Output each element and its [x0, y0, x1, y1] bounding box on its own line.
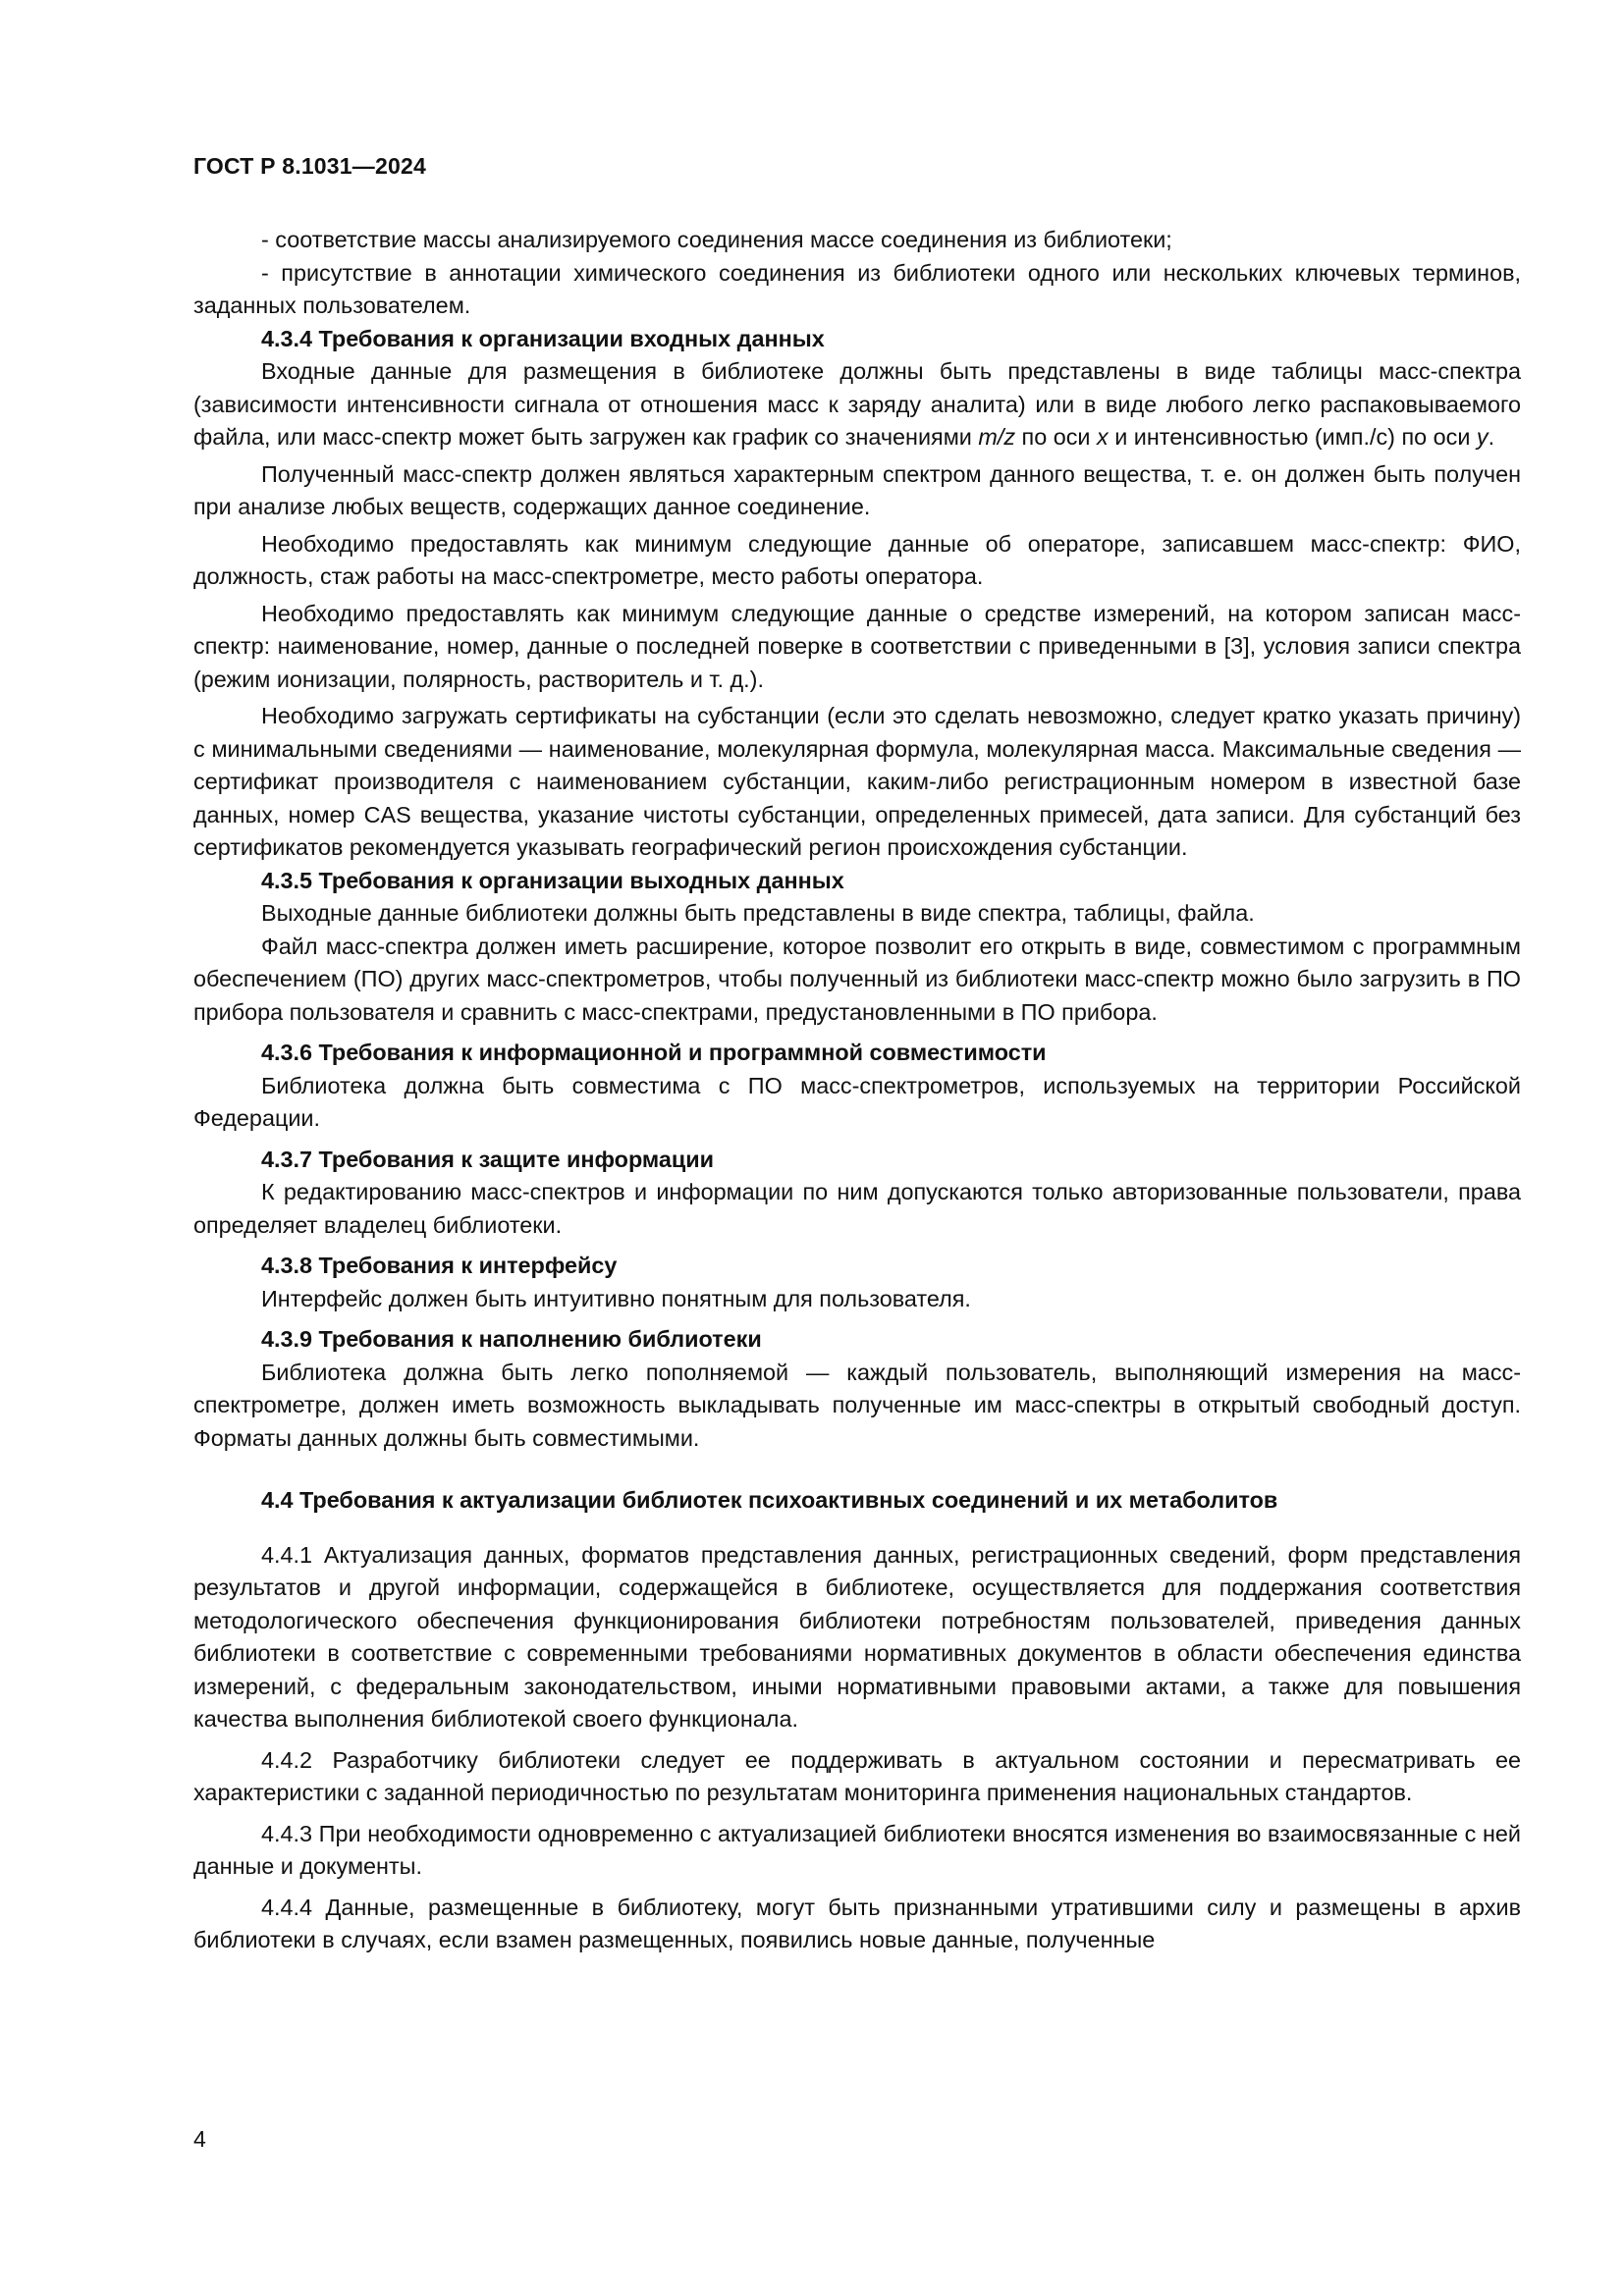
heading-4-3-9: 4.3.9 Требования к наполнению библиотеки: [261, 1326, 762, 1352]
paragraph-certificates: Необходимо загружать сертификаты на субстанции (если это сделать невозможно, следует кратко указать причину) с минимальными сведениями — наименование, молекулярная формула, молекулярная масса. Максимальные сведения — сертификат производителя с наименованием субстанции, каким-либо регистрационным номером в известной базе данных, номер CAS вещества, указание чистоты субстанции, определенных примесей, дата записи. Для субстанций без сертификатов рекомендуется указывать географический регион происхождения субстанции.: [193, 703, 1521, 860]
heading-4-3-4: 4.3.4 Требования к организации входных данных: [261, 325, 825, 351]
page-number: 4: [193, 2126, 206, 2152]
paragraph-instrument-data: Необходимо предоставлять как минимум следующие данные о средстве измерений, на котором записан масс-спектр: наименование, номер, данные о последней поверке в соответствии с приведенными в [3], условия записи спектра (режим ионизации, полярность, растворитель и т. д.).: [193, 600, 1521, 692]
paragraph-compatibility: Библиотека должна быть совместима с ПО масс-спектрометров, используемых на территории Российской Федерации.: [193, 1072, 1521, 1131]
heading-4-3-6: 4.3.6 Требования к информационной и программной совместимости: [261, 1040, 1047, 1065]
list-item-mass-match: - соответствие массы анализируемого соединения массе соединения из библиотеки;: [261, 227, 1172, 252]
paragraph-4-4-1: 4.4.1 Актуализация данных, форматов представления данных, регистрационных сведений, форм представления результатов и другой информации, содержащейся в библиотеке, осуществляется для поддержания соответствия методологического обеспечения функционирования библиотеки потребностям пользователей, приведения данных библиотеки в соответствие с современными требованиями нормативных документов в области обеспечения единства измерений, с федеральным законодательством, иными нормативными правовыми актами, а также для повышения качества выполнения библиотекой своего функционала.: [193, 1541, 1521, 1732]
list-item-keyword-match: - присутствие в аннотации химического соединения из библиотеки одного или нескольких ключевых терминов, заданных пользователем.: [193, 259, 1521, 318]
heading-4-3-7: 4.3.7 Требования к защите информации: [261, 1146, 715, 1172]
paragraph-output-data: Выходные данные библиотеки должны быть представлены в виде спектра, таблицы, файла.: [261, 900, 1255, 926]
paragraph-input-data: Входные данные для размещения в библиотеке должны быть представлены в виде таблицы масс-спектра (зависимости интенсивности сигнала от отношения масс к заряду аналита) или в виде любого легко распаковываемого файла, или масс-спектр может быть загружен как график со значениями m/z по оси x и интенсивностью (имп./с) по оси y.: [193, 358, 1521, 450]
document-id-header: ГОСТ Р 8.1031—2024: [193, 153, 426, 179]
heading-4-3-5: 4.3.5 Требования к организации выходных данных: [261, 867, 844, 893]
paragraph-file-extension: Файл масс-спектра должен иметь расширение, которое позволит его открыть в виде, совместимом с программным обеспечением (ПО) других масс-спектрометров, чтобы полученный из библиотеки масс-спектр можно было загрузить в ПО прибора пользователя и сравнить с масс-спектрами, предустановленными в ПО прибора.: [193, 933, 1521, 1025]
heading-4-3-8: 4.3.8 Требования к интерфейсу: [261, 1253, 618, 1278]
paragraph-protection: К редактированию масс-спектров и информации по ним допускаются только авторизованные пользователи, права определяет владелец библиотеки.: [193, 1179, 1521, 1238]
paragraph-4-4-4: 4.4.4 Данные, размещенные в библиотеку, могут быть признанными утратившими силу и размещены в архив библиотеки в случаях, если взамен размещенных, появились новые данные, полученные: [193, 1894, 1521, 1952]
paragraph-interface: Интерфейс должен быть интуитивно понятным для пользователя.: [261, 1285, 971, 1311]
paragraph-characteristic-spectrum: Полученный масс-спектр должен являться характерным спектром данного вещества, т. е. он должен быть получен при анализе любых веществ, содержащих данное соединение.: [193, 460, 1521, 519]
paragraph-4-4-3: 4.4.3 При необходимости одновременно с актуализацией библиотеки вносятся изменения во взаимосвязанные с ней данные и документы.: [193, 1820, 1521, 1879]
paragraph-operator-data: Необходимо предоставлять как минимум следующие данные об операторе, записавшем масс-спектр: ФИО, должность, стаж работы на масс-спектрометре, место работы оператора.: [193, 530, 1521, 589]
heading-4-4: 4.4 Требования к актуализации библиотек психоактивных соединений и их метаболитов: [261, 1487, 1278, 1513]
paragraph-4-4-2: 4.4.2 Разработчику библиотеки следует ее поддерживать в актуальном состоянии и пересматривать ее характеристики с заданной периодичностью по результатам мониторинга применения национальных стандартов.: [193, 1746, 1521, 1805]
paragraph-library-filling: Библиотека должна быть легко пополняемой — каждый пользователь, выполняющий измерения на масс-спектрометре, должен иметь возможность выкладывать полученные им масс-спектры в открытый свободный доступ. Форматы данных должны быть совместимыми.: [193, 1359, 1521, 1451]
document-body: [193, 224, 1521, 1957]
